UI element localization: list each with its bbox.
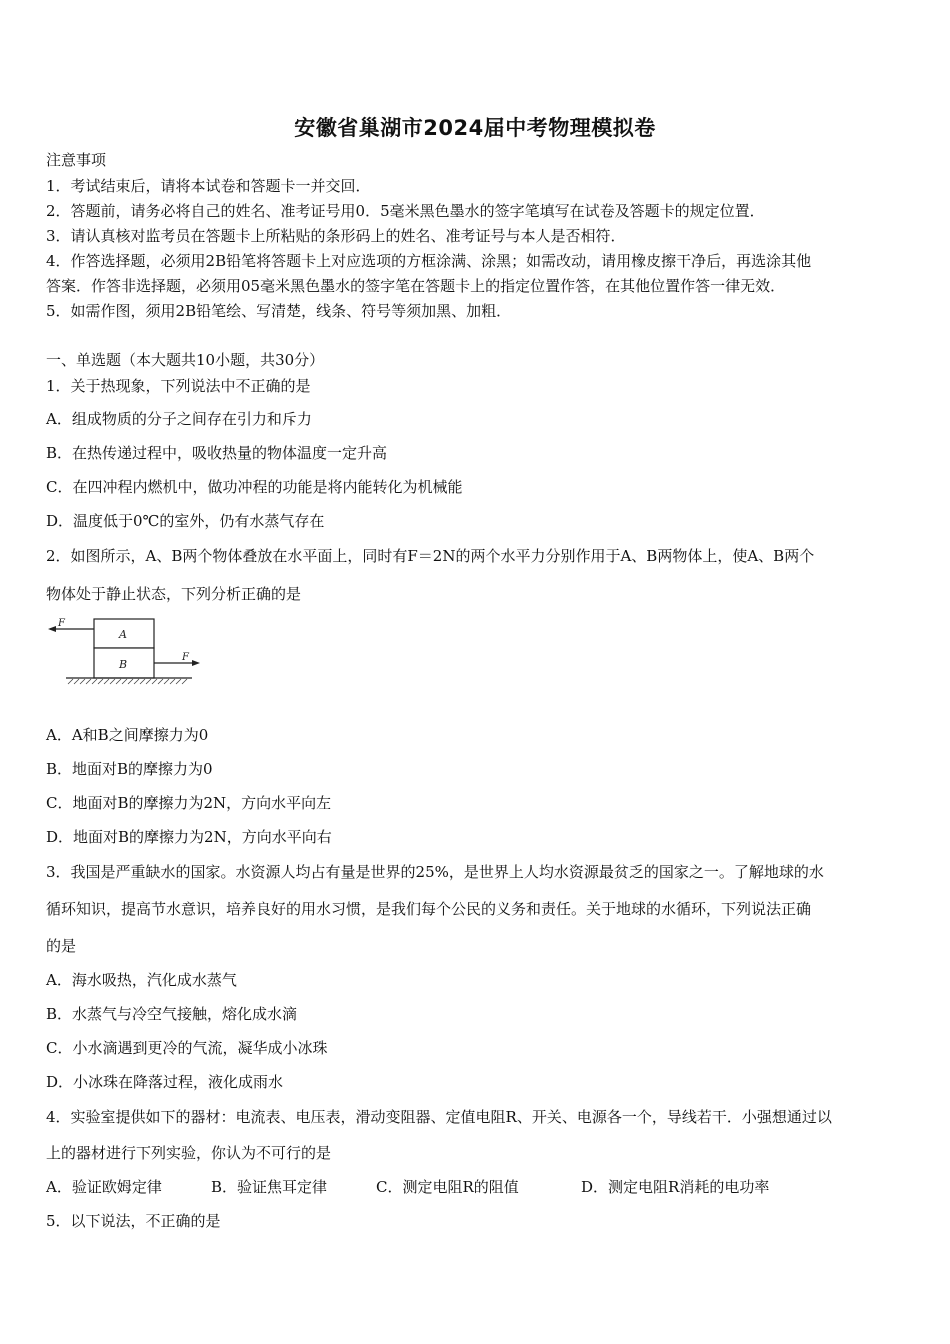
question-2-option-a: A．A和B之间摩擦力为0 (46, 726, 209, 744)
notice-item: 4．作答选择题，必须用2B铅笔将答题卡上对应选项的方框涂满、涂黑；如需改动，请用橡皮擦干净后，再选涂其他 (46, 252, 812, 270)
question-4-option-a: A．验证欧姆定律 (46, 1178, 162, 1196)
question-2-option-c: C．地面对B的摩擦力为2N，方向水平向左 (46, 794, 332, 812)
question-4-stem-line2: 上的器材进行下列实验，你认为不可行的是 (46, 1144, 332, 1162)
question-4-option-b: B．验证焦耳定律 (211, 1178, 328, 1196)
question-4-options (46, 1177, 906, 1197)
notice-item: 3．请认真核对监考员在答题卡上所粘贴的条形码上的姓名、准考证号与本人是否相符． (46, 227, 626, 245)
question-4-stem-line1: 4．实验室提供如下的器材：电流表、电压表，滑动变阻器、定值电阻R、开关、电源各一个，导线若干．小强想通过以 (46, 1108, 832, 1126)
question-1-option-b: B．在热传递过程中，吸收热量的物体温度一定升高 (46, 444, 388, 462)
question-1-option-d: D．温度低于0℃的室外，仍有水蒸气存在 (46, 512, 325, 530)
force-label-right: F (182, 652, 189, 663)
force-arrow-right-head (192, 660, 200, 666)
question-1-stem: 1．关于热现象，下列说法中不正确的是 (46, 377, 311, 395)
force-arrow-left-head (48, 626, 56, 632)
question-2-option-d: D．地面对B的摩擦力为2N，方向水平向右 (46, 828, 332, 846)
question-4-option-d: D．测定电阻R消耗的电功率 (581, 1178, 770, 1196)
question-1-option-c: C．在四冲程内燃机中，做功冲程的功能是将内能转化为机械能 (46, 478, 463, 496)
question-3-stem-line1: 3．我国是严重缺水的国家。水资源人均占有量是世界的25%，是世界上人均水资源最贫乏的国家之一。了解地球的水 (46, 863, 824, 881)
notice-heading: 注意事项 (46, 151, 107, 169)
section-heading: 一、单选题（本大题共10小题，共30分） (46, 351, 325, 369)
notice-item: 5．如需作图，须用2B铅笔绘、写清楚，线条、符号等须加黑、加粗． (46, 302, 512, 320)
notice-item: 答案．作答非选择题，必须用05毫米黑色墨水的签字笔在答题卡上的指定位置作答，在其他位置作答一律无效． (46, 277, 786, 295)
question-2-stem-line1: 2．如图所示，A、B两个物体叠放在水平面上，同时有F＝2N的两个水平力分别作用于A、B两物体上，使A、B两个 (46, 547, 815, 565)
force-label-left: F (58, 618, 65, 629)
question-3-option-d: D．小冰珠在降落过程，液化成雨水 (46, 1073, 284, 1091)
question-3-option-a: A．海水吸热，汽化成水蒸气 (46, 971, 237, 989)
question-3-stem-line2: 循环知识，提高节水意识，培养良好的用水习惯，是我们每个公民的义务和责任。关于地球的水循环，下列说法正确 (46, 900, 812, 918)
ground-hatching (68, 679, 187, 684)
question-2-figure (46, 612, 206, 696)
page-title: 安徽省巢湖市2024届中考物理模拟卷 (294, 116, 656, 140)
question-4-option-c: C．测定电阻R的阻值 (376, 1178, 519, 1196)
question-2-stem-line2: 物体处于静止状态，下列分析正确的是 (46, 585, 302, 603)
notice-item: 1．考试结束后，请将本试卷和答题卡一并交回． (46, 177, 371, 195)
blocks-diagram (46, 612, 206, 692)
question-5-stem: 5．以下说法，不正确的是 (46, 1212, 221, 1230)
block-b-label: B (119, 658, 128, 671)
question-1-option-a: A．组成物质的分子之间存在引力和斥力 (46, 410, 312, 428)
question-2-option-b: B．地面对B的摩擦力为0 (46, 760, 213, 778)
question-3-option-b: B．水蒸气与冷空气接触，熔化成水滴 (46, 1005, 298, 1023)
notice-item: 2．答题前，请务必将自己的姓名、准考证号用0．5毫米黑色墨水的签字笔填写在试卷及答题卡的规定位置． (46, 202, 765, 220)
question-3-option-c: C．小水滴遇到更冷的气流，凝华成小冰珠 (46, 1039, 328, 1057)
block-a-label: A (119, 628, 127, 641)
question-3-stem-line3: 的是 (46, 937, 77, 955)
